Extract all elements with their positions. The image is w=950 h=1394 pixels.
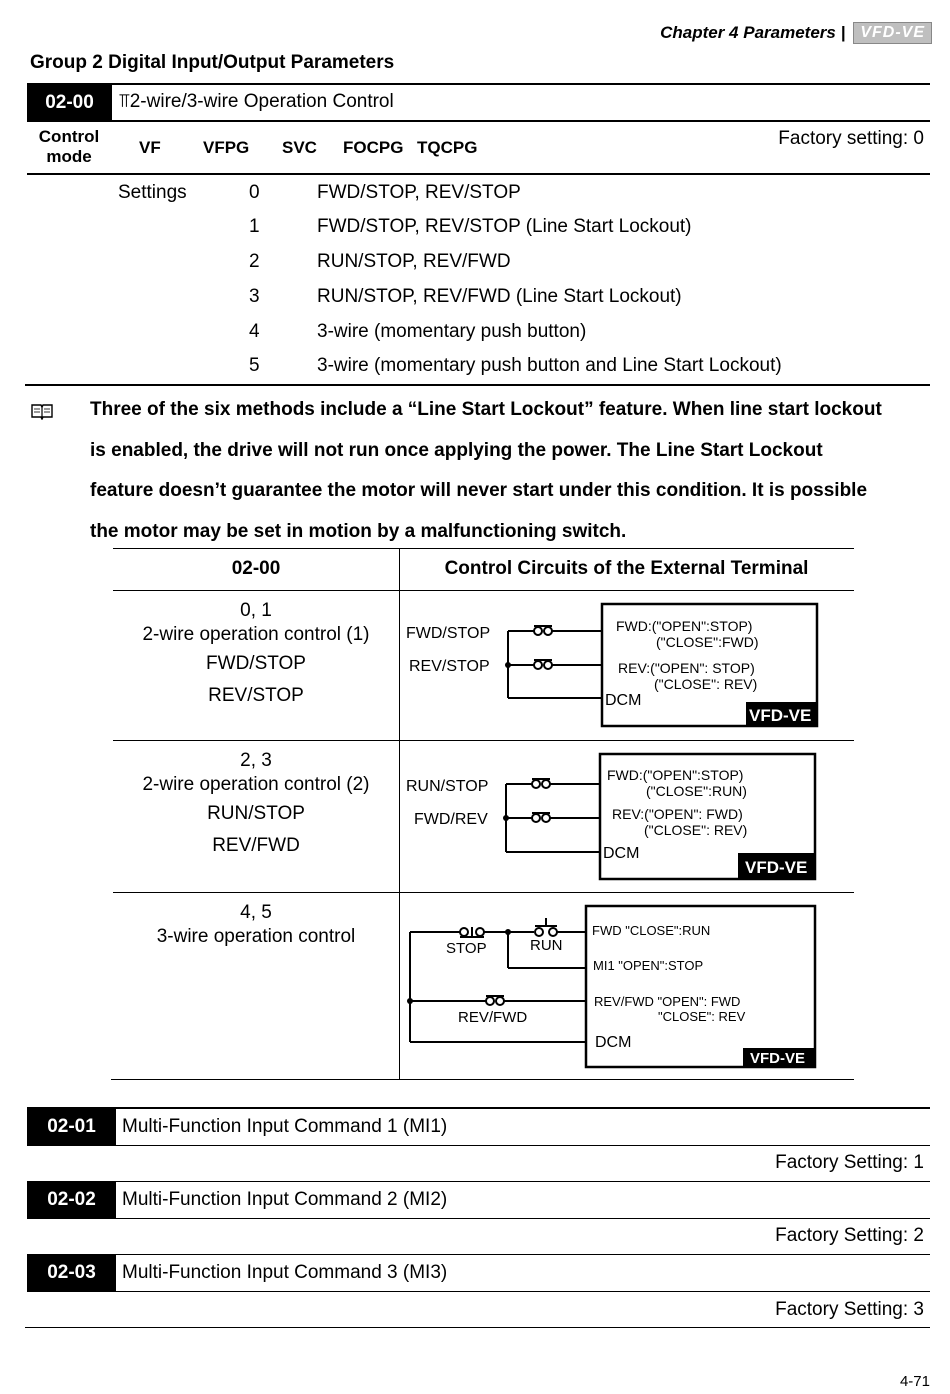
svg-text:DCM: DCM	[603, 845, 640, 862]
param-title: Multi-Function Input Command 2 (MI2)	[122, 1189, 448, 1210]
factory-setting: Factory Setting: 3	[775, 1299, 924, 1320]
param-title: Multi-Function Input Command 1 (MI1)	[122, 1116, 448, 1137]
terminal-label: FWD/REV	[414, 811, 488, 828]
rule	[27, 1254, 930, 1255]
table-header-code: 02-00	[231, 558, 281, 579]
param-code: 02-03	[27, 1255, 116, 1291]
rule	[25, 384, 930, 386]
svg-text:DCM: DCM	[605, 692, 642, 709]
svg-text:VFD-VE: VFD-VE	[745, 858, 808, 877]
svg-text:REV/FWD: REV/FWD	[458, 1009, 528, 1026]
control-mode-label: Control mode	[38, 127, 100, 166]
table-header-circuits: Control Circuits of the External Terminal	[444, 558, 809, 579]
factory-setting: Factory Setting: 1	[775, 1152, 924, 1173]
svg-text:VFD-VE: VFD-VE	[749, 706, 812, 725]
setting-text: 3-wire (momentary push button)	[317, 321, 587, 342]
mode-vf: VF	[139, 138, 161, 157]
group-title: Group 2 Digital Input/Output Parameters	[30, 52, 395, 73]
param-title: Multi-Function Input Command 3 (MI3)	[122, 1262, 448, 1283]
wiring-diagram-2	[400, 750, 825, 882]
svg-text:FWD "CLOSE":RUN: FWD "CLOSE":RUN	[592, 923, 711, 938]
chapter-label: Chapter 4 Parameters |	[660, 23, 846, 42]
terminal-label: FWD/STOP	[406, 625, 491, 642]
rule	[113, 892, 854, 893]
rule	[111, 1079, 854, 1080]
mode-svc: SVC	[282, 138, 317, 157]
terminal-label: RUN/STOP	[406, 778, 489, 795]
page-header	[660, 22, 932, 44]
rule	[27, 120, 930, 122]
setting-text: 3-wire (momentary push button and Line Start Lockout)	[317, 355, 782, 376]
rule	[27, 1218, 930, 1219]
setting-text: FWD/STOP, REV/STOP	[317, 182, 521, 203]
svg-text:("CLOSE":FWD): ("CLOSE":FWD)	[656, 634, 759, 650]
page-number: 4-71	[899, 1373, 930, 1390]
param-title: ⫪2-wire/3-wire Operation Control	[119, 91, 394, 112]
settings-label: Settings	[118, 182, 187, 203]
svg-text:REV:("OPEN": STOP): REV:("OPEN": STOP)	[618, 660, 755, 676]
table-row: 4, 5 3-wire operation control	[156, 902, 356, 947]
svg-text:FWD:("OPEN":STOP): FWD:("OPEN":STOP)	[616, 618, 753, 634]
svg-text:"CLOSE": REV: "CLOSE": REV	[658, 1009, 746, 1024]
param-code: 02-02	[27, 1182, 116, 1218]
wiring-diagram-1	[400, 598, 825, 730]
mode-focpg: FOCPG	[343, 138, 404, 157]
factory-setting: Factory setting: 0	[778, 128, 924, 149]
note-text: Three of the six methods include a “Line Start Lockout” feature. When line start lockout is enabled, the drive will not run once applying the power. The Line Start Lockout feature doesn’t guarantee the motor will never start under this condition. It is possible the motor may be set in motion by a malfunctioning switch.	[90, 399, 882, 542]
setting-text: RUN/STOP, REV/FWD (Line Start Lockout)	[317, 286, 682, 307]
param-code: 02-00	[27, 84, 112, 121]
svg-text:REV:("OPEN": FWD): REV:("OPEN": FWD)	[612, 806, 743, 822]
factory-setting: Factory Setting: 2	[775, 1225, 924, 1246]
svg-text:("CLOSE": REV): ("CLOSE": REV)	[644, 822, 748, 838]
terminal-label: REV/STOP	[409, 658, 490, 675]
svg-text:RUN: RUN	[530, 937, 563, 954]
svg-text:STOP: STOP	[446, 940, 487, 957]
rule	[27, 1291, 930, 1292]
rule	[113, 548, 854, 549]
setting-num: 5	[249, 355, 260, 376]
table-row: 0, 1 2-wire operation control (1) FWD/STOP REV/STOP	[142, 600, 370, 706]
table-row: 2, 3 2-wire operation control (2) RUN/STOP REV/FWD	[142, 750, 370, 856]
rule	[27, 1107, 930, 1109]
rule	[27, 83, 930, 85]
svg-text:REV/FWD "OPEN": FWD: REV/FWD "OPEN": FWD	[594, 994, 741, 1009]
svg-text:DCM: DCM	[595, 1034, 632, 1051]
rule	[27, 1145, 930, 1146]
book-icon	[30, 402, 54, 420]
rule	[27, 173, 930, 175]
rule	[113, 590, 854, 591]
svg-text:FWD:("OPEN":STOP): FWD:("OPEN":STOP)	[607, 767, 744, 783]
setting-num: 0	[249, 182, 260, 203]
param-code: 02-01	[27, 1108, 116, 1145]
setting-num: 2	[249, 251, 260, 272]
rule	[27, 1181, 930, 1182]
setting-text: FWD/STOP, REV/STOP (Line Start Lockout)	[317, 216, 692, 237]
mode-vfpg: VFPG	[203, 138, 250, 157]
setting-text: RUN/STOP, REV/FWD	[317, 251, 511, 272]
setting-num: 3	[249, 286, 260, 307]
vfd-logo: VFD-VE	[853, 22, 932, 44]
setting-num: 1	[249, 216, 260, 237]
svg-text:MI1 "OPEN":STOP: MI1 "OPEN":STOP	[593, 958, 704, 973]
rule	[25, 1327, 930, 1328]
wiring-diagram-3	[400, 900, 825, 1072]
rule	[113, 740, 854, 741]
mode-tqcpg: TQCPG	[417, 138, 478, 157]
svg-text:VFD-VE: VFD-VE	[750, 1050, 806, 1067]
svg-text:("CLOSE": REV): ("CLOSE": REV)	[654, 676, 758, 692]
setting-num: 4	[249, 321, 260, 342]
svg-text:("CLOSE":RUN): ("CLOSE":RUN)	[646, 783, 747, 799]
